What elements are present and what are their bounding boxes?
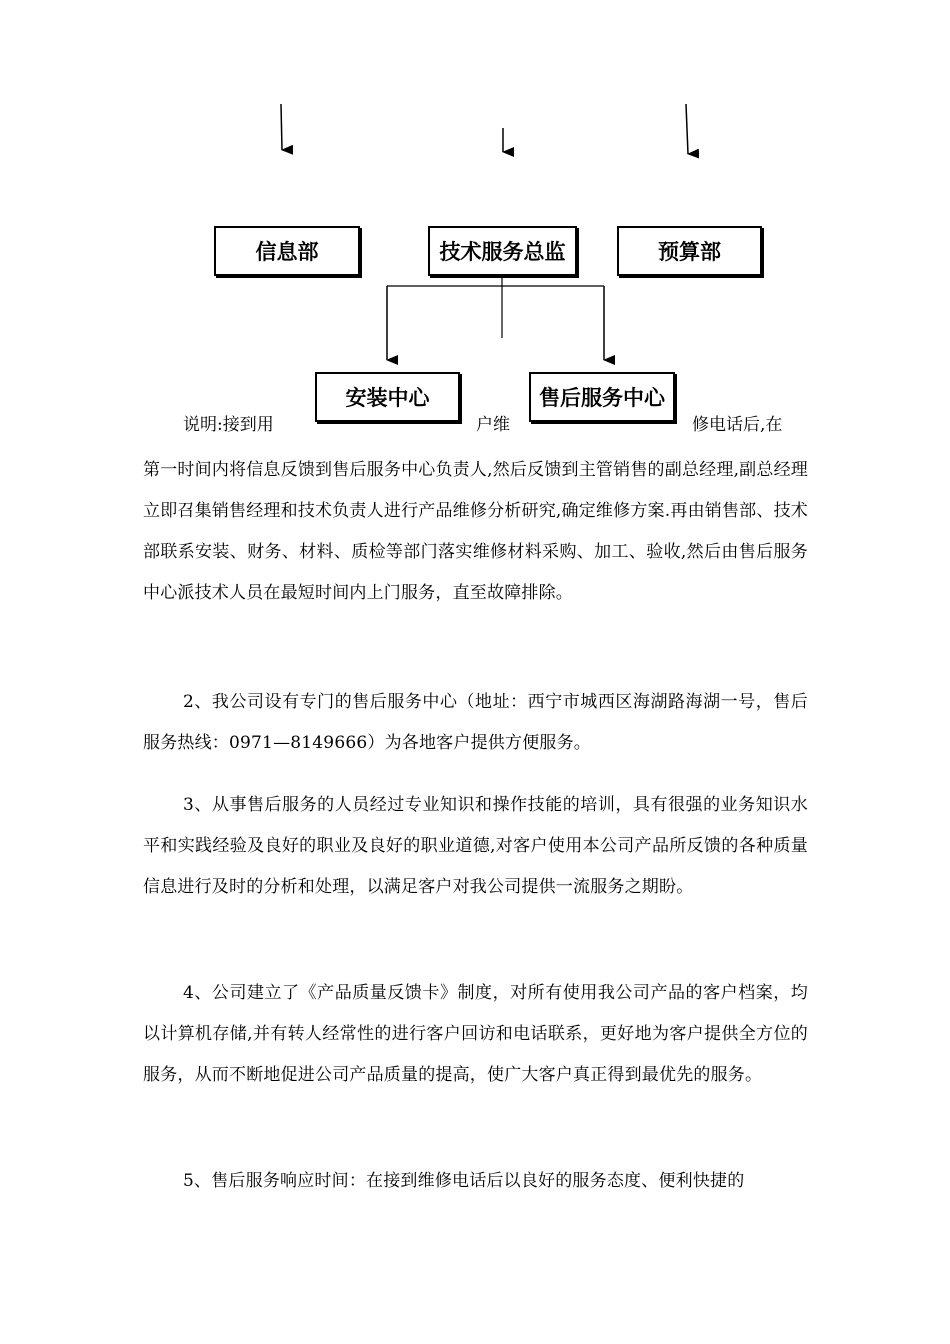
paragraph-4: 4、公司建立了《产品质量反馈卡》制度，对所有使用我公司产品的客户档案，均以计算机存储,并有转人经常性的进行客户回访和电话联系，更好地为客户提供全方位的服务，从而不断地促进公司产品质量的提高，使广大客户真正得到最优先的服务。 (143, 983, 808, 1085)
paragraph-2: 2、我公司设有专门的售后服务中心（地址：西宁市城西区海湖路海湖一号，售后服务热线：0971—8149666）为各地客户提供方便服务。 (143, 692, 808, 753)
note-fragment-3: 修电话后,在 (692, 415, 783, 435)
box-install-center: 安装中心 (315, 372, 460, 422)
arrow-to-info (281, 104, 282, 150)
box-budget-dept: 预算部 (617, 226, 762, 276)
note-fragment-2: 户维 (476, 415, 510, 435)
paragraph-5: 5、售后服务响应时间：在接到维修电话后以良好的服务态度、便利快捷的 (183, 1171, 745, 1191)
box-service-center: 售后服务中心 (529, 372, 675, 422)
arrow-to-budget (686, 104, 688, 154)
note-fragment-1: 说明:接到用 (183, 415, 274, 435)
note-paragraph: 第一时间内将信息反馈到售后服务中心负责人,然后反馈到主管销售的副总经理,副总经理立即召集销售经理和技术负责人进行产品维修分析研究,确定维修方案.再由销售部、技术部联系安装、财务、材料、质检等部门落实维修材料采购、加工、验收,然后由售后服务中心派技术人员在最短时间内上门服务，直至故障排除。 (143, 460, 808, 603)
org-chart-lines (0, 0, 950, 440)
box-info-dept: 信息部 (214, 226, 360, 276)
paragraph-3: 3、从事售后服务的人员经过专业知识和操作技能的培训，具有很强的业务知识水平和实践经验及良好的职业及良好的职业道德,对客户使用本公司产品所反馈的各种质量信息进行及时的分析和处理，以满足客户对我公司提供一流服务之期盼。 (143, 795, 808, 897)
box-tech-director: 技术服务总监 (428, 226, 577, 276)
